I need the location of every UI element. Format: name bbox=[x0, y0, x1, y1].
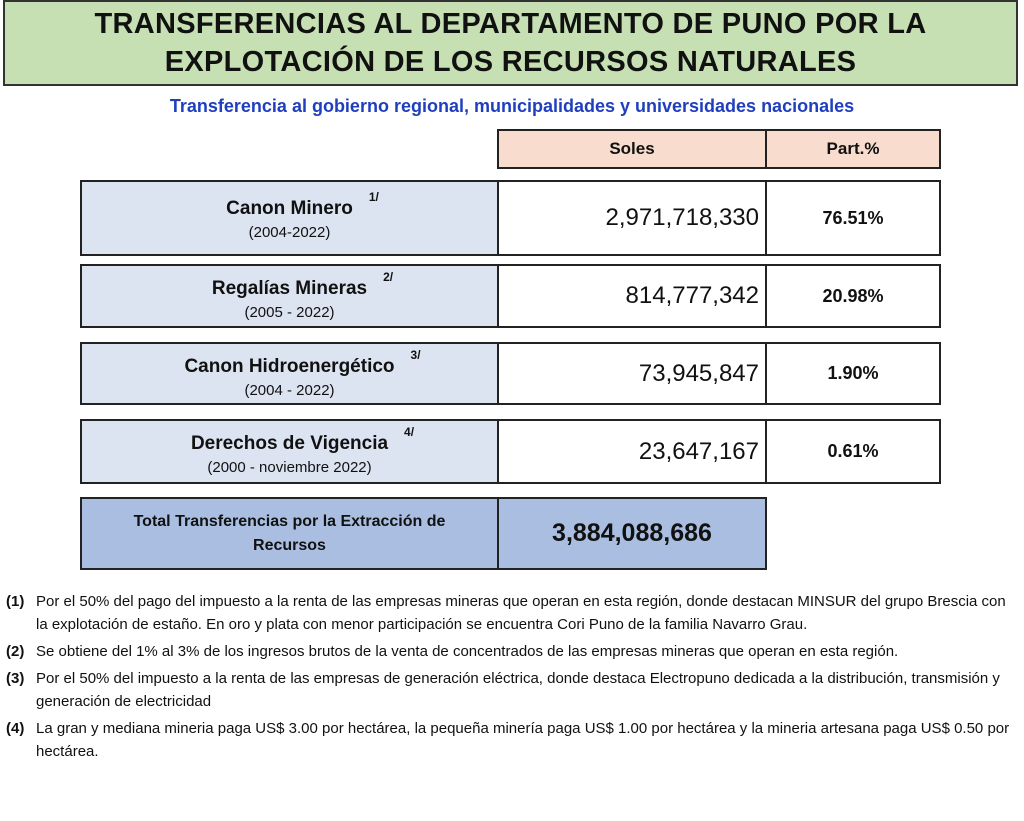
header-part: Part.% bbox=[765, 129, 941, 169]
row-name: Regalías Mineras bbox=[211, 278, 368, 299]
row-part: 0.61% bbox=[765, 419, 941, 484]
footnote-number: (2) bbox=[6, 643, 25, 660]
row-note: 3/ bbox=[410, 348, 421, 362]
row-part: 76.51% bbox=[765, 180, 941, 256]
row-label-derechos-vigencia bbox=[80, 419, 499, 484]
row-soles: 73,945,847 bbox=[497, 342, 767, 405]
footnote-text: Por el 50% del impuesto a la renta de las empresas de generación eléctrica, donde destaca Electropuno dedicada a la distribución, transmisión y generación de electricidad bbox=[36, 670, 1000, 710]
row-period: (2004 - 2022) bbox=[244, 382, 335, 399]
footnote bbox=[6, 590, 1018, 636]
title-line-2: EXPLOTACIÓN DE LOS RECURSOS NATURALES bbox=[164, 46, 857, 78]
total-value: 3,884,088,686 bbox=[497, 497, 767, 570]
footnote-text: La gran y mediana mineria paga US$ 3.00 por hectárea, la pequeña minería paga US$ 1.00 por hectárea y la mineria artesana paga US$ 0.50 por hectárea. bbox=[36, 720, 1010, 760]
footnote bbox=[6, 717, 1018, 763]
row-note: 1/ bbox=[368, 190, 379, 204]
row-label-regalias-mineras bbox=[80, 264, 499, 328]
footnote-number: (3) bbox=[6, 670, 25, 687]
row-note: 2/ bbox=[383, 270, 394, 284]
row-name: Derechos de Vigencia bbox=[190, 433, 389, 454]
title-line-1: TRANSFERENCIAS AL DEPARTAMENTO DE PUNO POR LA bbox=[94, 8, 927, 40]
row-part: 1.90% bbox=[765, 342, 941, 405]
row-note: 4/ bbox=[404, 425, 415, 439]
footnotes bbox=[6, 590, 1018, 767]
row-name: Canon Minero bbox=[226, 198, 353, 219]
page-title bbox=[3, 0, 1018, 86]
row-period: (2005 - 2022) bbox=[244, 304, 335, 321]
footnote bbox=[6, 667, 1018, 713]
subtitle: Transferencia al gobierno regional, municipalidades y universidades nacionales bbox=[169, 96, 855, 116]
header-soles: Soles bbox=[497, 129, 767, 169]
footnote-number: (1) bbox=[6, 593, 25, 610]
footnote bbox=[6, 640, 1018, 663]
row-soles: 23,647,167 bbox=[497, 419, 767, 484]
footnote-text: Por el 50% del pago del impuesto a la renta de las empresas mineras que operan en esta región, donde destacan MINSUR del grupo Brescia con la explotación de estaño. En oro y plata con menor participación se encuentra Cori Puno de la familia Navarro Grau. bbox=[36, 593, 1006, 633]
row-label-canon-minero bbox=[80, 180, 499, 256]
row-soles: 814,777,342 bbox=[497, 264, 767, 328]
footnote-text: Se obtiene del 1% al 3% de los ingresos brutos de la venta de concentrados de las empresas mineras que operan en esta región. bbox=[36, 643, 899, 660]
total-label: Total Transferencias por la Extracción de Recursos bbox=[80, 497, 499, 570]
row-period: (2004-2022) bbox=[248, 224, 331, 241]
footnote-number: (4) bbox=[6, 720, 25, 737]
row-period: (2000 - noviembre 2022) bbox=[207, 459, 372, 476]
row-name: Canon Hidroenergético bbox=[184, 356, 395, 377]
row-part: 20.98% bbox=[765, 264, 941, 328]
row-label-canon-hidroenergetico bbox=[80, 342, 499, 405]
row-soles: 2,971,718,330 bbox=[497, 180, 767, 256]
